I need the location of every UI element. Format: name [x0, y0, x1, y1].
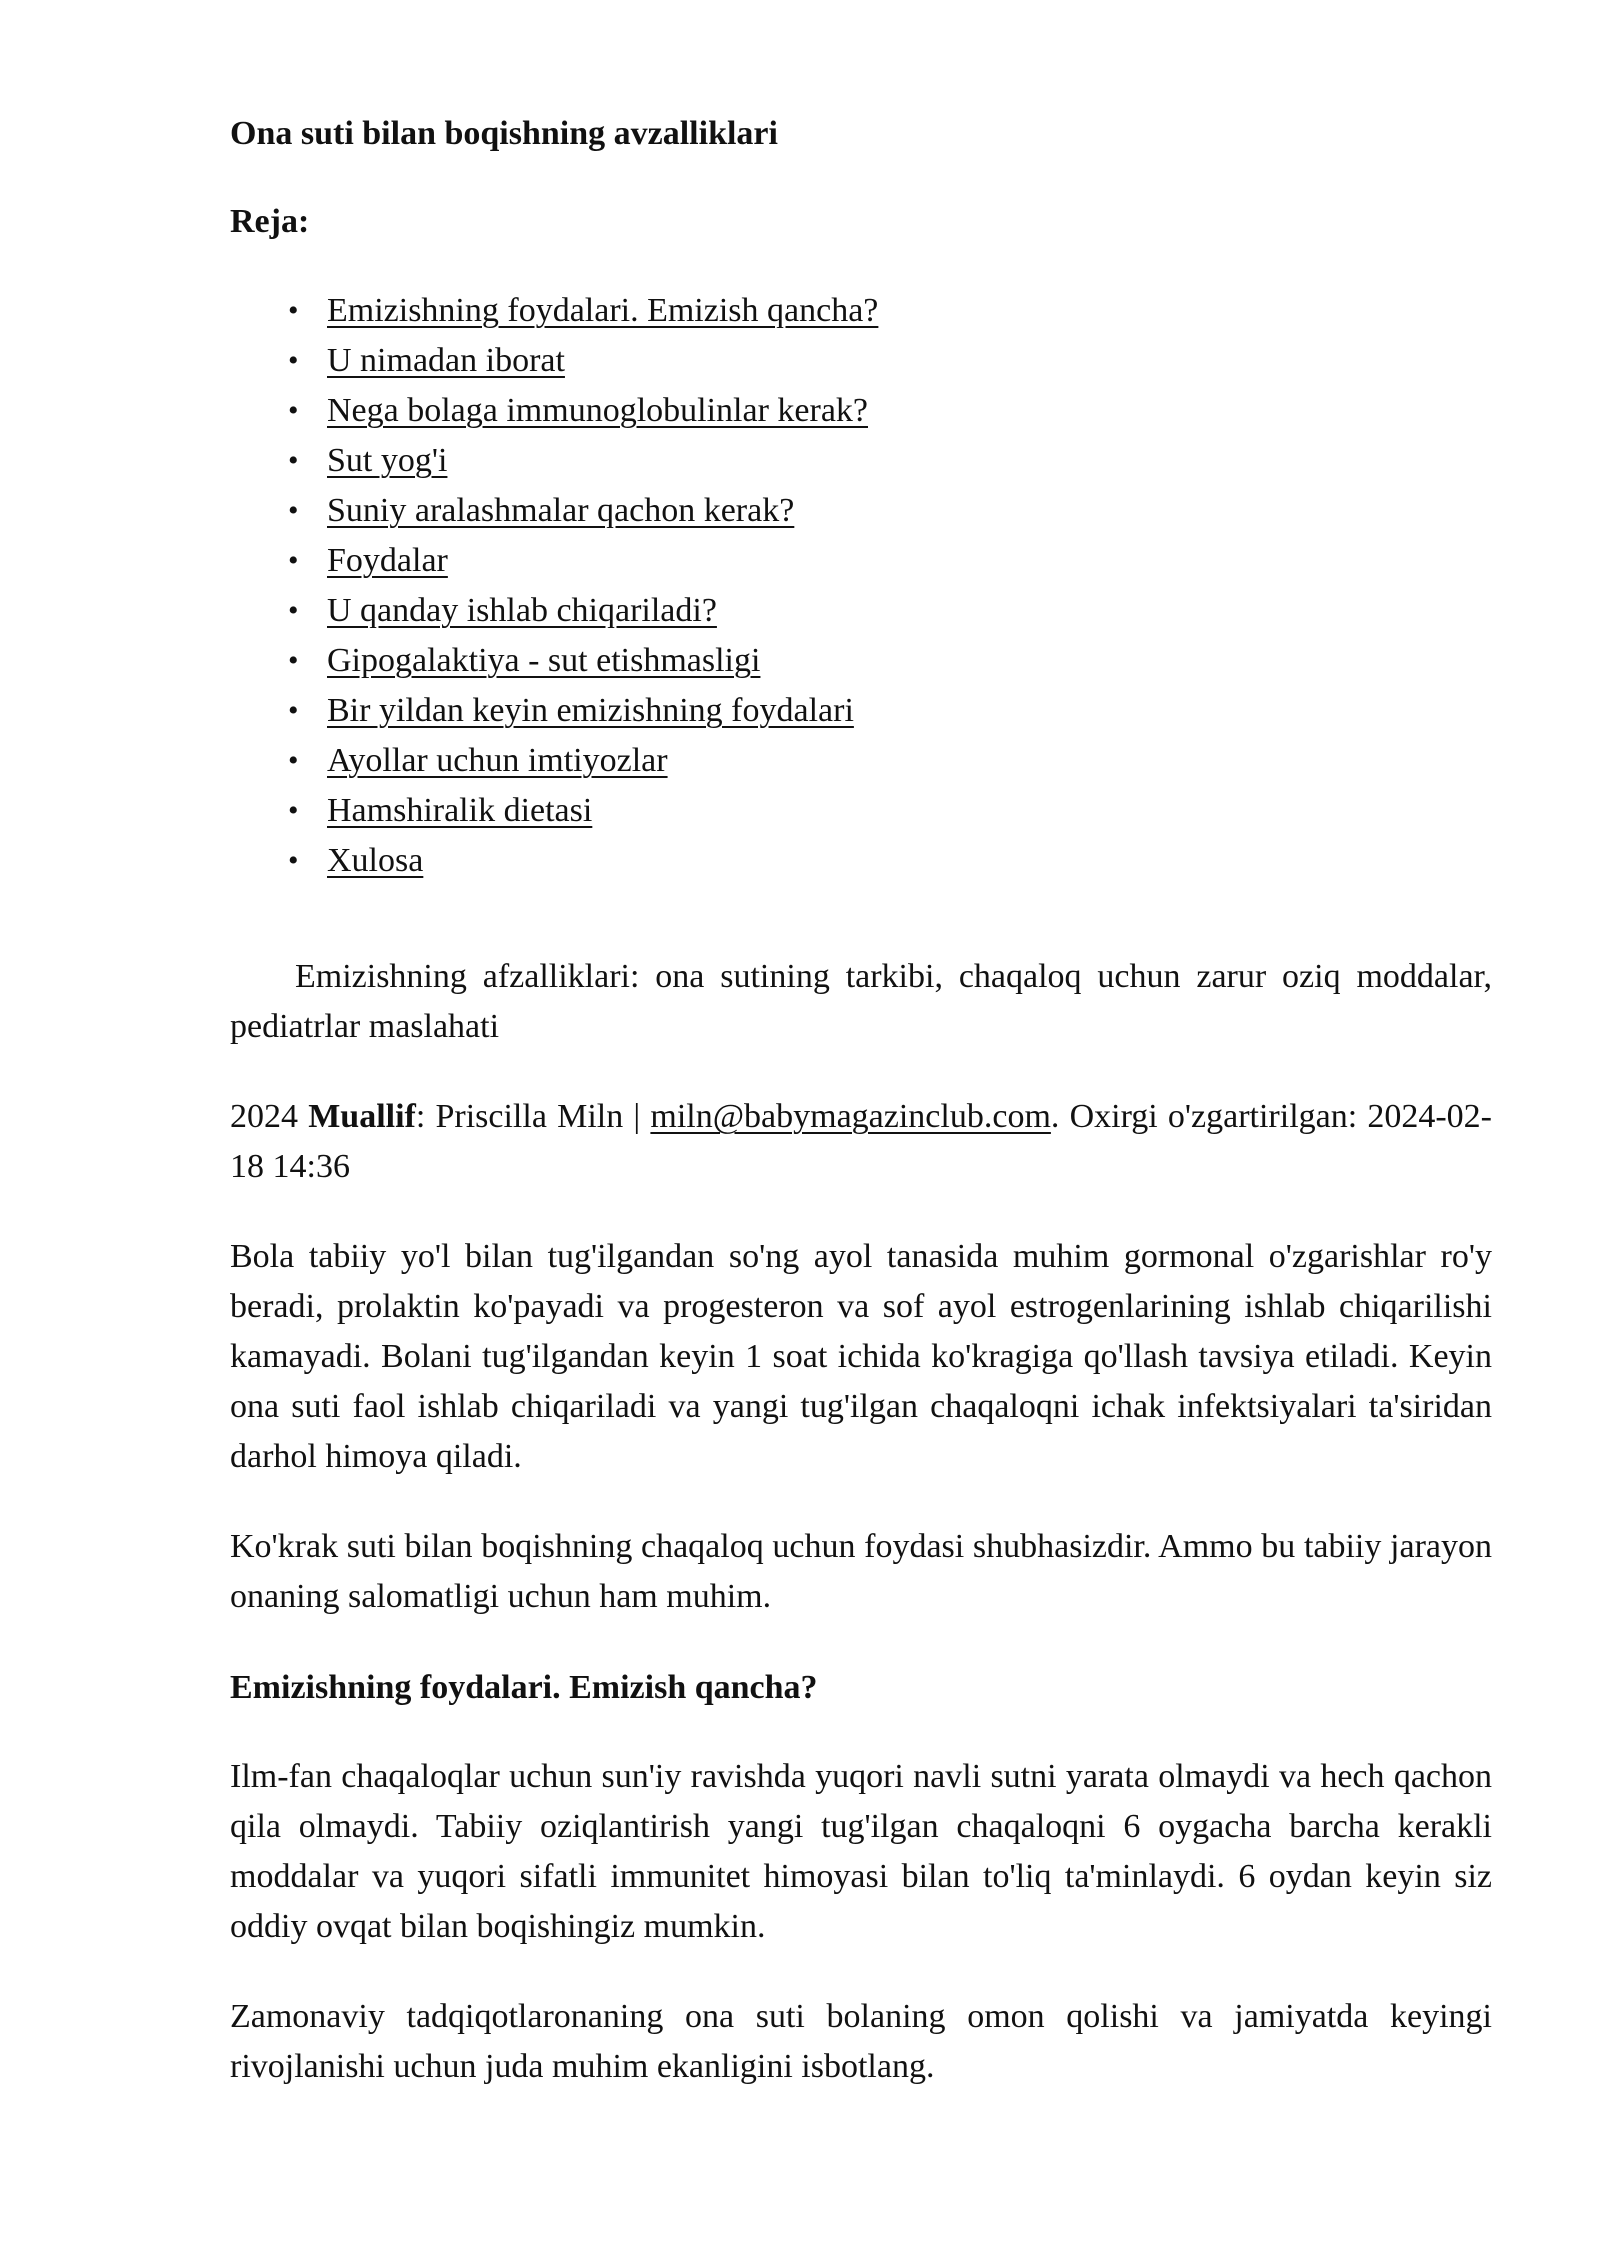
plan-heading: Reja: [230, 203, 310, 240]
toc-link[interactable]: Ayollar uchun imtiyozlar [327, 742, 668, 779]
bullet-icon: • [288, 594, 299, 627]
toc-link[interactable]: Sut yog'i [327, 442, 448, 479]
toc-item [230, 636, 1492, 686]
toc-link[interactable]: Nega bolaga immunoglobulinlar kerak? [327, 392, 868, 429]
toc-link[interactable]: Xulosa [327, 842, 424, 879]
toc-link[interactable]: Emizishning foydalari. Emizish qancha? [327, 292, 879, 329]
meta-year: 2024 [230, 1098, 298, 1135]
article-meta [230, 1092, 1492, 1192]
bullet-icon: • [288, 794, 299, 827]
bullet-icon: • [288, 744, 299, 777]
section-paragraph: Ilm-fan chaqaloqlar uchun sun'iy ravishda yuqori navli sutni yarata olmaydi va hech qachon qila olmaydi. Tabiiy oziqlantirish yangi tug'ilgan chaqaloqni 6 oygacha barcha kerakli moddalar va yuqori sifatli immunitet himoyasi bilan to'liq ta'minlaydi. 6 oydan keyin siz oddiy ovqat bilan boqishingiz mumkin. [230, 1758, 1492, 1945]
toc-link[interactable]: Suniy aralashmalar qachon kerak? [327, 492, 795, 529]
meta-author-label: Muallif [308, 1098, 416, 1135]
meta-modified: . Oxirgi o'zgartirilgan: 2024-02-18 14:36 [230, 1098, 1493, 1185]
toc-link[interactable]: U qanday ishlab chiqariladi? [327, 592, 717, 629]
toc-link[interactable]: Gipogalaktiya - sut etishmasligi [327, 642, 761, 679]
bullet-icon: • [288, 344, 299, 377]
toc-item [230, 436, 1492, 486]
bullet-icon: • [288, 294, 299, 327]
toc-item [230, 836, 1492, 886]
toc-link[interactable]: U nimadan iborat [327, 342, 565, 379]
toc-item [230, 586, 1492, 636]
toc-link[interactable]: Hamshiralik dietasi [327, 792, 593, 829]
toc-item [230, 486, 1492, 536]
toc-item [230, 536, 1492, 586]
toc-item [230, 736, 1492, 786]
intro-paragraph: Emizishning afzalliklari: ona sutining tarkibi, chaqaloq uchun zarur oziq moddalar, pediatrlar maslahati [230, 958, 1492, 1045]
body-paragraph: Bola tabiiy yo'l bilan tug'ilgandan so'ng ayol tanasida muhim gormonal o'zgarishlar ro'y beradi, prolaktin ko'payadi va progesteron va sof ayol estrogenlarining ishlab chiqarilishi kamayadi. Bolani tug'ilgandan keyin 1 soat ichida ko'kragiga qo'llash tavsiya etiladi. Keyin ona suti faol ishlab chiqariladi va yangi tug'ilgan chaqaloqni ichak infektsiyalari ta'siridan darhol himoya qiladi. [230, 1238, 1492, 1475]
toc-item [230, 786, 1492, 836]
bullet-icon: • [288, 494, 299, 527]
meta-author-name: : Priscilla Miln | [415, 1098, 651, 1135]
toc-link[interactable]: Foydalar [327, 542, 448, 579]
bullet-icon: • [288, 644, 299, 677]
document-page [230, 110, 1492, 2092]
toc-item [230, 286, 1492, 336]
toc-item [230, 336, 1492, 386]
section-heading: Emizishning foydalari. Emizish qancha? [230, 1669, 818, 1706]
author-email-link[interactable]: miln@babymagazinclub.com [650, 1098, 1051, 1135]
bullet-icon: • [288, 444, 299, 477]
toc-link[interactable]: Bir yildan keyin emizishning foydalari [327, 692, 854, 729]
document-title: Ona suti bilan boqishning avzalliklari [230, 115, 778, 152]
bullet-icon: • [288, 844, 299, 877]
bullet-icon: • [288, 694, 299, 727]
toc-item [230, 686, 1492, 736]
table-of-contents [230, 286, 1492, 886]
bullet-icon: • [288, 394, 299, 427]
toc-item [230, 386, 1492, 436]
body-paragraph: Ko'krak suti bilan boqishning chaqaloq uchun foydasi shubhasizdir. Ammo bu tabiiy jarayon onaning salomatligi uchun ham muhim. [230, 1528, 1492, 1615]
section-paragraph: Zamonaviy tadqiqotlaronaning ona suti bolaning omon qolishi va jamiyatda keyingi rivojlanishi uchun juda muhim ekanligini isbotlang. [230, 1998, 1492, 2085]
bullet-icon: • [288, 544, 299, 577]
